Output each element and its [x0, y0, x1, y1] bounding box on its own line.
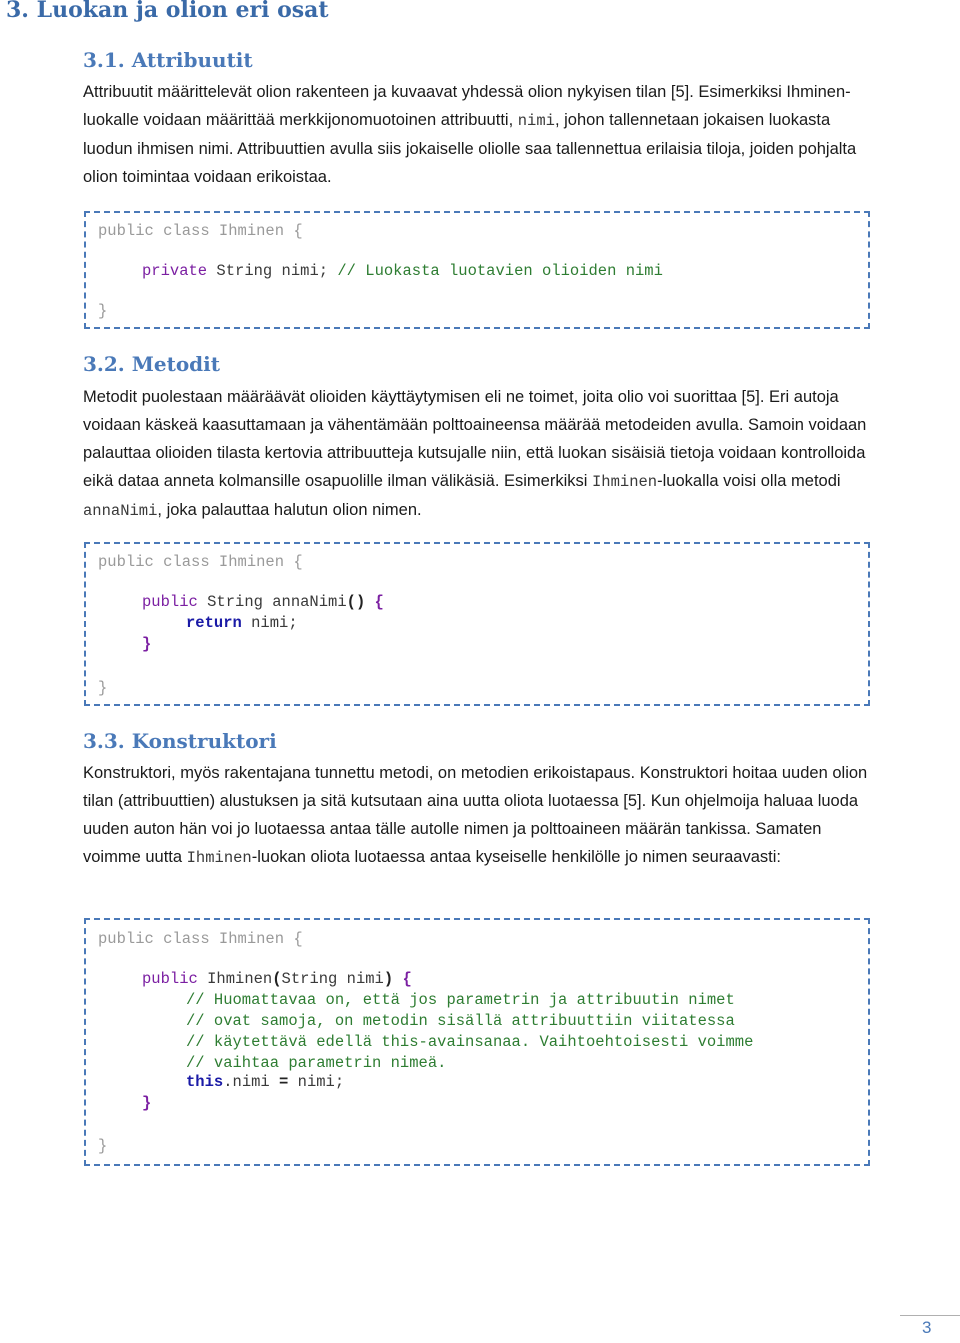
code-keyword: private — [142, 262, 208, 280]
paragraph-text: , joka palauttaa halutun olion nimen. — [157, 501, 422, 519]
code-comment: // Huomattavaa on, että jos parametrin ja attribuutin nimet — [186, 991, 735, 1009]
code-line: public class Ihminen { — [98, 222, 303, 240]
paragraph-text: , johon tallennetaan jokaisen luokasta luodun ihmisen nimi. Attribuuttien avulla siis jokaiselle oliolle saa tallennettua erilaisia tiloja, joiden pohjalta olion toimintaa voidaan erikoistaa. — [83, 111, 857, 186]
paragraph-text: -luokan oliota luotaessa antaa kyseiselle henkilölle jo nimen seuraavasti: — [251, 848, 781, 866]
code-operator: = — [279, 1073, 289, 1091]
page-number: 3 — [922, 1318, 932, 1337]
code-text: nimi; — [241, 614, 298, 632]
code-line: } — [98, 679, 108, 697]
code-block-attribuutit — [84, 211, 870, 329]
code-line — [142, 969, 412, 989]
code-line: } — [98, 302, 108, 320]
code-line: } — [142, 1094, 152, 1112]
section-title-konstruktori: 3.3. Konstruktori — [83, 729, 277, 753]
paragraph-metodit — [83, 383, 883, 525]
paragraph-text: Konstruktori, myös rakentajana tunnettu metodi, on metodien erikoistapaus. Konstruktori hoitaa uuden olion tilan (attribuuttien) alustuksen ja sitä kutsutaan aina uutta oliota luotaessa [5]. Kun ohjelmoija haluaa luoda uuden auton hän voi jo luotaessa antaa tälle autolle nimen ja polttoaineen määrän tankissa. Samaten voimme uutta — [83, 764, 868, 866]
code-line — [142, 261, 663, 281]
inline-code: Ihminen — [592, 473, 658, 491]
code-brace: { — [365, 593, 384, 611]
code-comment: // Luokasta luotavien olioiden nimi — [337, 262, 663, 280]
inline-code: nimi — [517, 112, 555, 130]
code-text: .nimi — [223, 1073, 280, 1091]
code-keyword: public — [142, 593, 198, 611]
code-comment: // vaihtaa parametrin nimeä. — [186, 1054, 447, 1072]
chapter-heading: 3. Luokan ja olion eri osat — [6, 0, 329, 23]
code-block-konstruktori — [84, 918, 870, 1166]
code-keyword: return — [186, 614, 242, 632]
code-line: public class Ihminen { — [98, 553, 303, 571]
paragraph-text: Attribuutit määrittelevät olion rakenteen ja kuvaavat yhdessä olion nykyisen tilan [5]. Esimerkiksi Ihminen-luokalle voidaan määrittää merkkijonomuotoinen attribuutti, — [83, 83, 851, 129]
code-line — [186, 613, 298, 633]
code-text: String nimi; — [207, 262, 338, 280]
code-line — [142, 592, 384, 612]
code-paren: () — [346, 593, 366, 611]
code-text: Ihminen — [197, 970, 273, 988]
code-keyword: public — [142, 970, 198, 988]
code-line — [186, 1072, 344, 1092]
code-paren: ) — [383, 970, 394, 988]
section-title-metodit: 3.2. Metodit — [83, 352, 220, 376]
paragraph-text: Metodit puolestaan määräävät olioiden käyttäytymisen eli ne toimet, joita olio voi suorittaa [5]. Eri autoja voidaan käskeä kaasuttamaan ja vähentämään polttoaineensa määrää metodeiden avulla. Samoin voidaan palauttaa olioiden tilasta kertovia attribuutteja kutsujalle niin, että luokan sisäisiä tietoja voidaan kontrolloida eikä dataa anneta kolmansille osapuolille ilman välikäsiä. Esimerkiksi — [83, 388, 867, 490]
code-text: String annaNimi — [197, 593, 347, 611]
code-text: nimi; — [288, 1073, 345, 1091]
code-text: String nimi — [281, 970, 384, 988]
code-keyword: this — [186, 1073, 224, 1091]
code-line: public class Ihminen { — [98, 930, 303, 948]
inline-code: annaNimi — [83, 502, 158, 520]
code-line: } — [142, 635, 152, 653]
paragraph-konstruktori — [83, 759, 883, 872]
section-title-attribuutit: 3.1. Attribuutit — [83, 48, 253, 72]
page-number-rule — [900, 1315, 960, 1316]
paragraph-text: -luokalla voisi olla metodi — [657, 472, 841, 490]
inline-code: Ihminen — [186, 849, 252, 867]
code-line: } — [98, 1137, 108, 1155]
code-block-metodit — [84, 542, 870, 706]
code-paren: ( — [272, 970, 282, 988]
paragraph-attribuutit — [83, 78, 883, 191]
code-comment: // ovat samoja, on metodin sisällä attribuuttiin viitatessa — [186, 1012, 735, 1030]
code-brace: { — [393, 970, 412, 988]
code-comment: // käytettävä edellä this-avainsanaa. Vaihtoehtoisesti voimme — [186, 1033, 754, 1051]
